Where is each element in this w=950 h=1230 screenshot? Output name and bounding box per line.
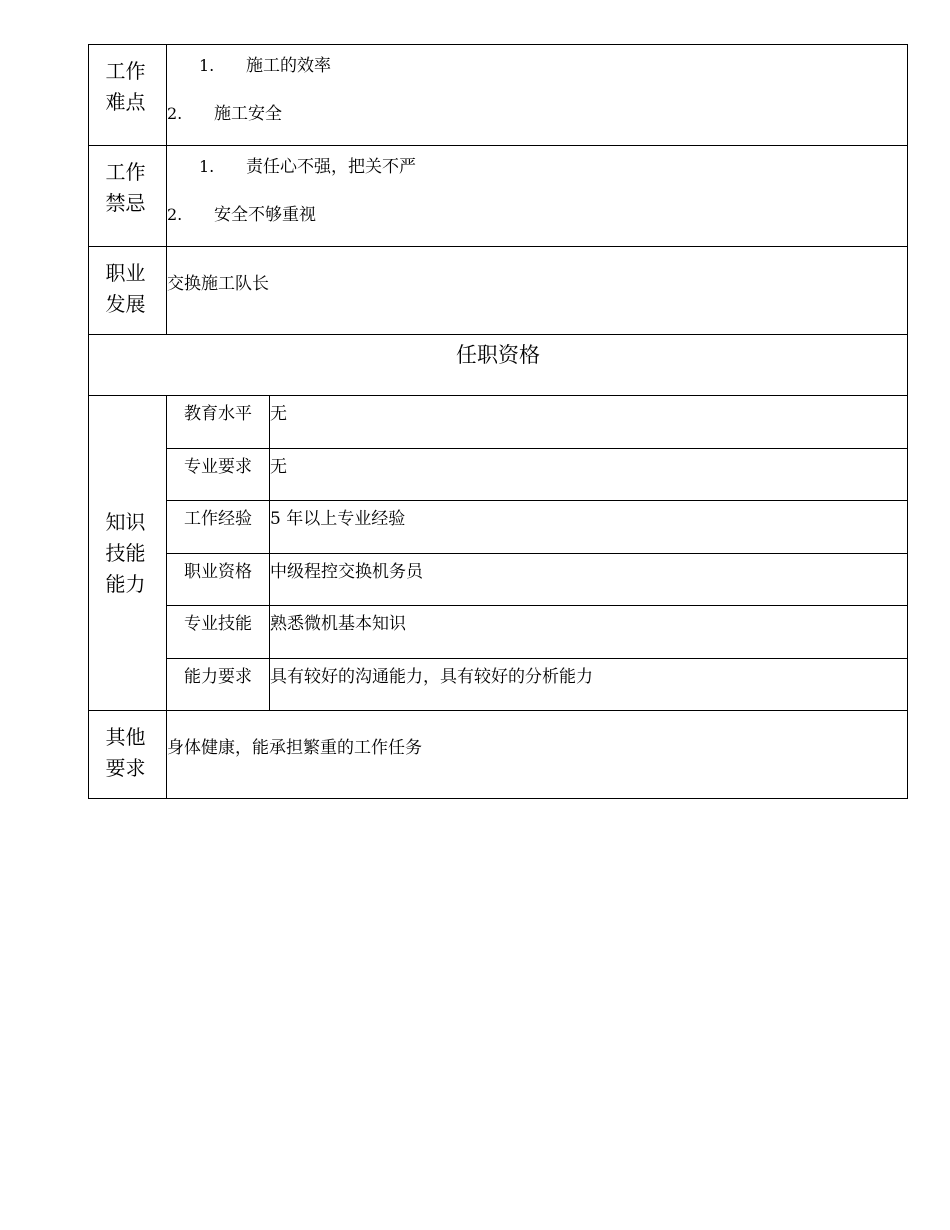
taboo-label: 工作 禁忌 <box>89 146 167 247</box>
qualification-key: 职业资格 <box>167 554 270 606</box>
education-value: 无 <box>270 396 908 449</box>
section-title: 任职资格 <box>89 335 908 396</box>
list-item: 2. 安全不够重视 <box>167 205 316 225</box>
list-item: 1. 责任心不强，把关不严 <box>199 157 416 177</box>
major-value: 无 <box>270 449 908 501</box>
major-key: 专业要求 <box>167 449 270 501</box>
qualification-value: 中级程控交换机务员 <box>270 554 908 606</box>
other-value: 身体健康，能承担繁重的工作任务 <box>167 711 908 799</box>
table-row <box>89 659 908 711</box>
table-row <box>89 501 908 554</box>
skill-value: 熟悉微机基本知识 <box>270 606 908 659</box>
section-row <box>89 335 908 396</box>
difficulty-label: 工作 难点 <box>89 45 167 146</box>
career-label: 职业 发展 <box>89 247 167 335</box>
list-item: 1. 施工的效率 <box>199 56 331 76</box>
experience-value: 5 年以上专业经验 <box>270 501 908 554</box>
taboo-content <box>167 146 908 247</box>
ability-key: 能力要求 <box>167 659 270 711</box>
table-row <box>89 554 908 606</box>
taboo-row <box>89 146 908 247</box>
knowledge-label: 知识 技能 能力 <box>89 396 167 711</box>
skill-key: 专业技能 <box>167 606 270 659</box>
education-key: 教育水平 <box>167 396 270 449</box>
other-label: 其他 要求 <box>89 711 167 799</box>
career-value: 交换施工队长 <box>167 247 908 335</box>
difficulty-row <box>89 45 908 146</box>
table-row <box>89 449 908 501</box>
table-row <box>89 606 908 659</box>
career-row <box>89 247 908 335</box>
job-description-table <box>88 44 908 799</box>
other-row <box>89 711 908 799</box>
ability-value: 具有较好的沟通能力，具有较好的分析能力 <box>270 659 908 711</box>
table-row <box>89 396 908 449</box>
list-item: 2. 施工安全 <box>167 104 282 124</box>
difficulty-content <box>167 45 908 146</box>
experience-key: 工作经验 <box>167 501 270 554</box>
